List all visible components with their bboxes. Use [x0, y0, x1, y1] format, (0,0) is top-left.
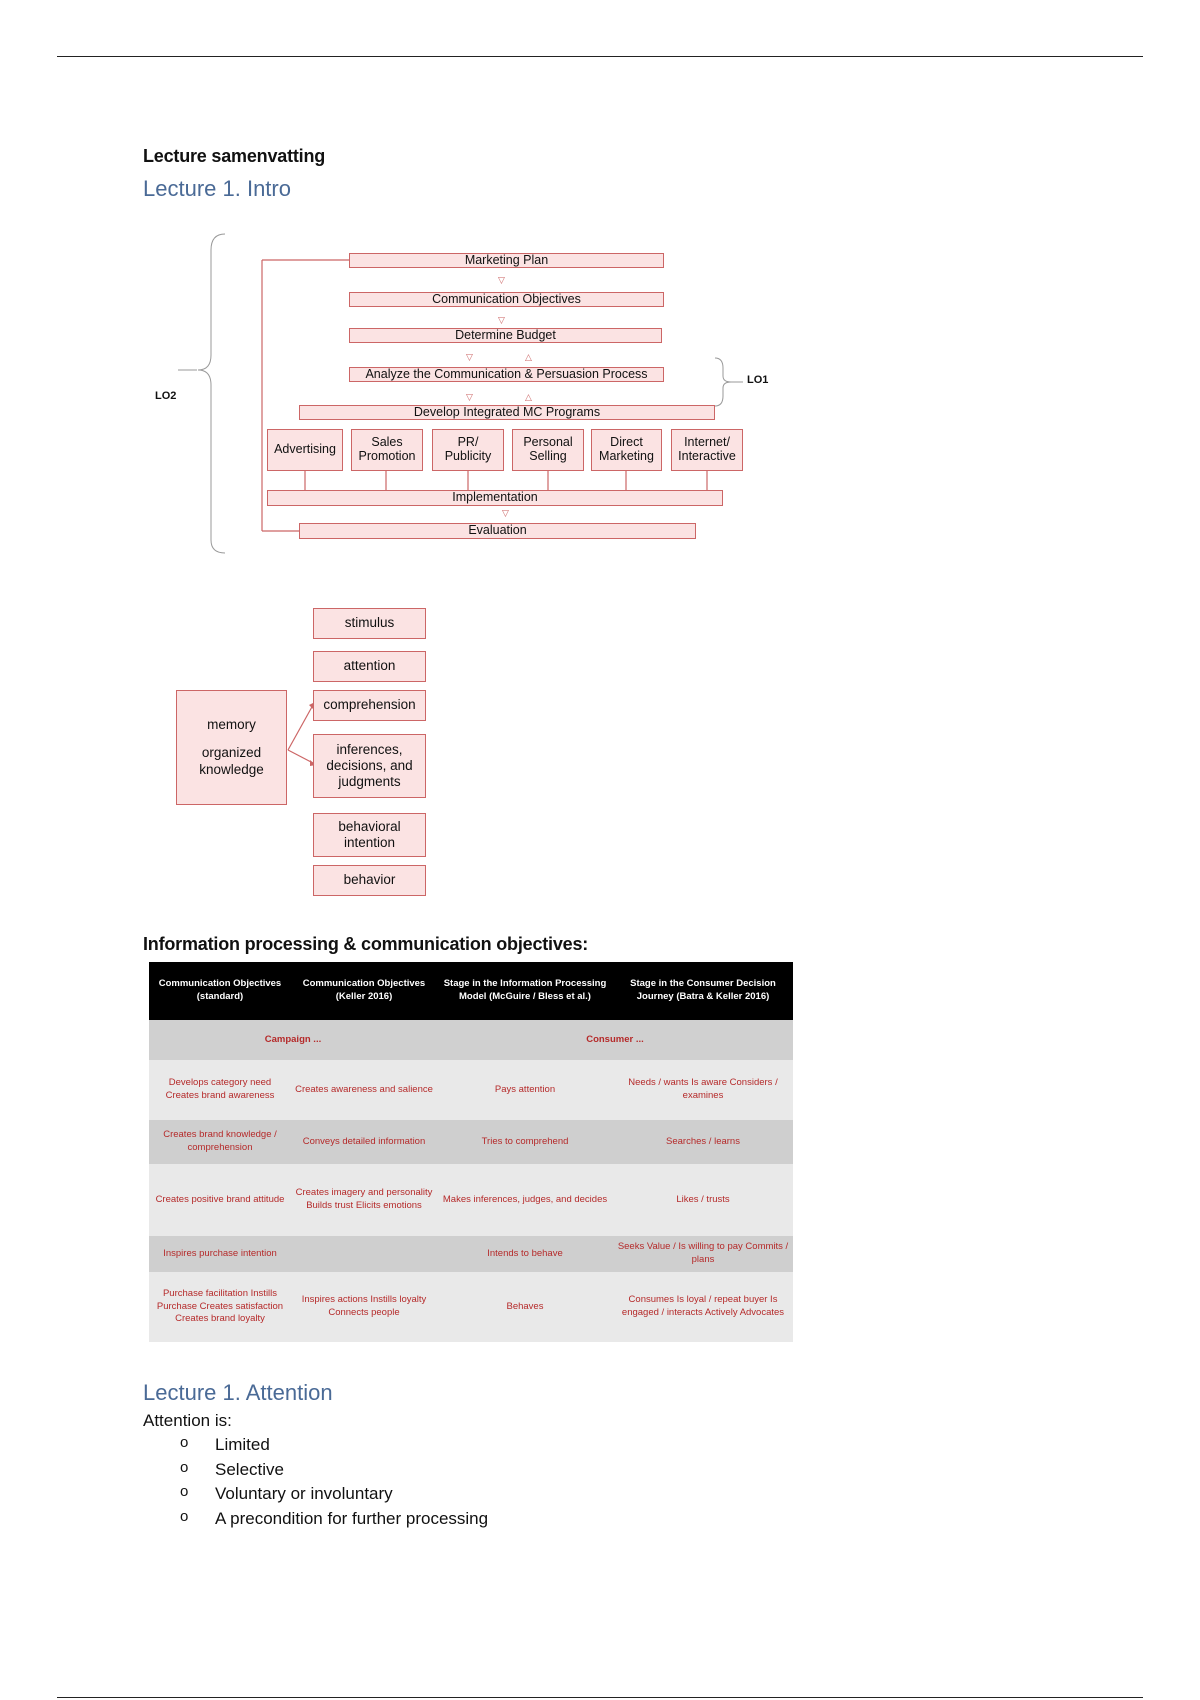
table-cell — [291, 1236, 437, 1272]
list-item — [180, 1484, 488, 1509]
group-campaign: Campaign ... — [149, 1020, 437, 1060]
table-cell: Intends to behave — [437, 1236, 613, 1272]
bullet-icon: o — [180, 1458, 189, 1476]
table-cell: Inspires actions Instills loyalty Connects people — [291, 1272, 437, 1342]
program-sales-promotion: Sales Promotion — [351, 429, 423, 471]
memory-subtitle: organized knowledge — [199, 745, 264, 777]
table-cell: Needs / wants Is aware Considers / examines — [613, 1060, 793, 1120]
program-pr-publicity: PR/ Publicity — [432, 429, 504, 471]
program-direct-marketing: Direct Marketing — [591, 429, 662, 471]
list-item-text: Voluntary or involuntary — [215, 1484, 393, 1503]
table-cell: Makes inferences, judges, and decides — [437, 1164, 613, 1236]
bullet-icon: o — [180, 1483, 189, 1500]
list-item — [180, 1509, 488, 1534]
header-rule — [57, 56, 1143, 57]
table-header-cell: Communication Objectives (Keller 2016) — [291, 962, 437, 1020]
program-personal-selling: Personal Selling — [512, 429, 584, 471]
step-determine-budget: Determine Budget — [349, 328, 662, 343]
table-row — [149, 1060, 793, 1120]
lo1-label: LO1 — [747, 374, 769, 386]
stage-attention: attention — [313, 651, 426, 682]
information-processing-diagram — [143, 580, 743, 910]
table-group-row — [149, 1020, 793, 1060]
table-cell: Conveys detailed information — [291, 1120, 437, 1164]
program-advertising: Advertising — [267, 429, 343, 471]
svg-text:▽: ▽ — [498, 276, 505, 286]
lo2-label: LO2 — [155, 390, 177, 402]
step-analyze-process: Analyze the Communication & Persuasion Process — [349, 367, 664, 382]
bullet-icon: o — [180, 1434, 189, 1451]
footer-rule — [57, 1697, 1143, 1698]
table-cell: Creates imagery and personality Builds trust Elicits emotions — [291, 1164, 437, 1236]
list-item-text: Limited — [215, 1435, 270, 1454]
table-row — [149, 1164, 793, 1236]
step-communication-objectives: Communication Objectives — [349, 292, 664, 307]
step-implementation: Implementation — [267, 490, 723, 506]
table-row — [149, 1120, 793, 1164]
table-cell: Creates positive brand attitude — [149, 1164, 291, 1236]
step-marketing-plan: Marketing Plan — [349, 253, 664, 268]
table-header-row — [149, 962, 793, 1020]
attention-intro: Attention is: — [143, 1411, 232, 1430]
table-cell: Behaves — [437, 1272, 613, 1342]
table-row — [149, 1272, 793, 1342]
table-cell: Likes / trusts — [613, 1164, 793, 1236]
list-item-text: A precondition for further processing — [215, 1508, 489, 1528]
imc-planning-diagram — [143, 210, 793, 560]
memory-title: memory — [207, 717, 256, 733]
table-cell: Purchase facilitation Instills Purchase Creates satisfaction Creates brand loyalty — [149, 1272, 291, 1342]
svg-text:△: △ — [525, 353, 532, 363]
table-cell: Creates awareness and salience — [291, 1060, 437, 1120]
table-title: Information processing & communication objectives: — [143, 934, 589, 954]
table-cell: Creates brand knowledge / comprehension — [149, 1120, 291, 1164]
stage-stimulus: stimulus — [313, 608, 426, 639]
objectives-table — [149, 962, 793, 1342]
table-cell: Develops category need Creates brand awareness — [149, 1060, 291, 1120]
group-consumer: Consumer ... — [437, 1020, 793, 1060]
bullet-icon: o — [180, 1507, 189, 1525]
table-cell: Seeks Value / Is willing to pay Commits / plans — [613, 1236, 793, 1272]
section-title-attention: Lecture 1. Attention — [143, 1380, 333, 1405]
table-row — [149, 1236, 793, 1272]
memory-box — [176, 690, 287, 805]
table-header-cell: Stage in the Consumer Decision Journey (Batra & Keller 2016) — [613, 962, 793, 1020]
list-item — [180, 1435, 488, 1460]
stage-behavioral-intention: behavioral intention — [313, 813, 426, 857]
table-cell: Tries to comprehend — [437, 1120, 613, 1164]
table-header-cell: Stage in the Information Processing Model (McGuire / Bless et al.) — [437, 962, 613, 1020]
svg-text:▽: ▽ — [466, 353, 473, 363]
svg-text:▽: ▽ — [498, 316, 505, 326]
stage-inferences: inferences, decisions, and judgments — [313, 734, 426, 798]
table-cell: Consumes Is loyal / repeat buyer Is engaged / interacts Actively Advocates — [613, 1272, 793, 1342]
section-title-intro: Lecture 1. Intro — [143, 176, 291, 201]
document-heading: Lecture samenvatting — [143, 146, 326, 166]
step-evaluation: Evaluation — [299, 523, 696, 539]
attention-list — [180, 1435, 488, 1533]
table-cell: Pays attention — [437, 1060, 613, 1120]
step-develop-imc: Develop Integrated MC Programs — [299, 405, 715, 420]
table-cell: Inspires purchase intention — [149, 1236, 291, 1272]
stage-behavior: behavior — [313, 865, 426, 896]
table-header-cell: Communication Objectives (standard) — [149, 962, 291, 1020]
stage-comprehension: comprehension — [313, 690, 426, 721]
list-item-text: Selective — [215, 1459, 284, 1479]
svg-text:▽: ▽ — [466, 393, 473, 403]
svg-text:△: △ — [525, 393, 532, 403]
list-item — [180, 1460, 488, 1485]
program-internet-interactive: Internet/ Interactive — [671, 429, 743, 471]
table-cell: Searches / learns — [613, 1120, 793, 1164]
svg-text:▽: ▽ — [502, 509, 509, 519]
